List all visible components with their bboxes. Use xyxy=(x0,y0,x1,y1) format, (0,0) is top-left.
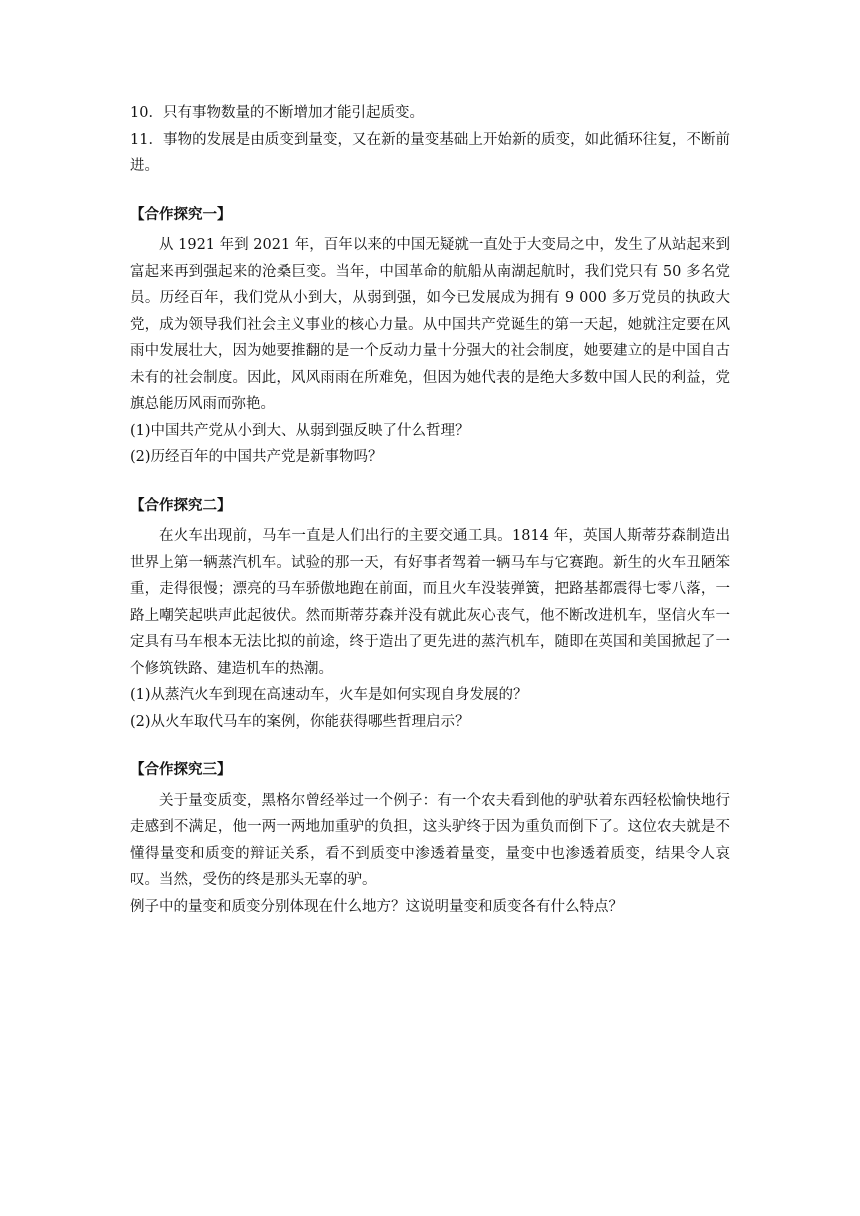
statement-11: 11．事物的发展是由质变到量变，又在新的量变基础上开始新的质变，如此循环往复，不断前进。 xyxy=(130,131,730,174)
section-heading: 【合作探究二】 xyxy=(130,497,232,514)
question-2: (2)从火车取代马车的案例，你能获得哪些哲理启示？ xyxy=(130,713,470,730)
section-inquiry-2 xyxy=(130,493,730,736)
statement-10: 10．只有事物数量的不断增加才能引起质变。 xyxy=(130,105,424,121)
section-paragraph: 从 1921 年到 2021 年，百年以来的中国无疑就一直处于大变局之中，发生了从站起来到富起来再到强起来的沧桑巨变。当年，中国革命的航船从南湖起航时，我们党只有 50 多名党员。历经百年，我们党从小到大，从弱到强，如今已发展成为拥有 9 000 多万党员的执政大党，成为领导我们社会主义事业的核心力量。从中国共产党诞生的第一天起，她就注定要在风雨中发展壮大，因为她要推翻的是一个反动力量十分强大的社会制度，她要建立的是中国自古未有的社会制度。因此，风风雨雨在所难免，但因为她代表的是绝大多数中国人民的利益，党旗总能历风雨而弥艳。 xyxy=(130,237,730,412)
document-content xyxy=(130,100,730,920)
section-heading: 【合作探究三】 xyxy=(130,762,232,778)
question-1: (1)从蒸汽火车到现在高速动车，火车是如何实现自身发展的？ xyxy=(130,687,528,703)
section-paragraph: 在火车出现前，马车一直是人们出行的主要交通工具。1814 年，英国人斯蒂芬森制造出世界上第一辆蒸汽机车。试验的那一天，有好事者驾着一辆马车与它赛跑。新生的火车丑陋笨重，走得很慢；漂亮的马车骄傲地跑在前面，而且火车没装弹簧，把路基都震得七零八落，一路上嘲笑起哄声此起彼伏。然而斯蒂芬森并没有就此灰心丧气，他不断改进机车，坚信火车一定具有马车根本无法比拟的前途，终于造出了更先进的蒸汽机车，随即在英国和美国掀起了一个修筑铁路、建造机车的热潮。 xyxy=(130,528,730,677)
section-inquiry-3 xyxy=(130,757,730,920)
section-paragraph: 关于量变质变，黑格尔曾经举过一个例子：有一个农夫看到他的驴驮着东西轻松愉快地行走感到不满足，他一两一两地加重驴的负担，这头驴终于因为重负而倒下了。这位农夫就是不懂得量变和质变的辩证关系，看不到质变中渗透着量变，量变中也渗透着质变，结果令人哀叹。当然，受伤的终是那头无辜的驴。 xyxy=(130,792,730,888)
question-1: (1)中国共产党从小到大、从弱到强反映了什么哲理？ xyxy=(130,422,470,439)
question-2: (2)历经百年的中国共产党是新事物吗？ xyxy=(130,449,383,465)
section-heading: 【合作探究一】 xyxy=(130,206,232,223)
section-inquiry-1 xyxy=(130,202,730,471)
question-1: 例子中的量变和质变分别体现在什么地方？这说明量变和质变各有什么特点？ xyxy=(130,898,623,915)
